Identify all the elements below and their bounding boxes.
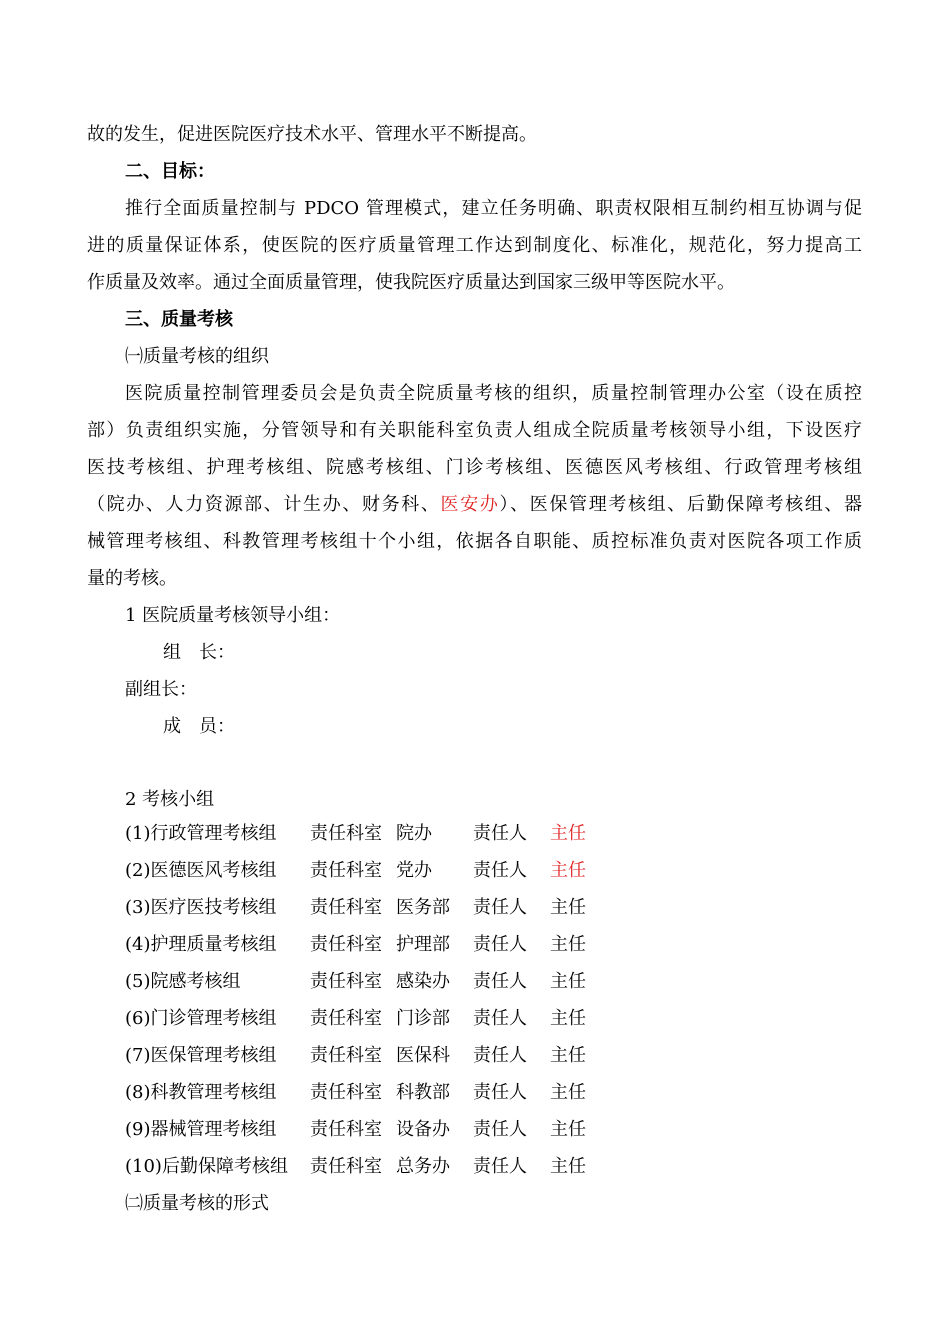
dept-value: 护理部 <box>396 934 450 955</box>
leader-label: 组 长： <box>163 642 235 663</box>
group-row <box>125 968 725 996</box>
org-text: ）、医保管理考核组、后勤保障考核组、器 <box>499 494 862 515</box>
deputy-label: 副组长： <box>125 679 197 700</box>
groups-title: 2 考核小组 <box>125 789 215 810</box>
person-label: 责任人 <box>473 823 527 844</box>
group-name: (8)科教管理考核组 <box>125 1082 277 1103</box>
dept-label: 责任科室 <box>310 971 382 992</box>
group-row <box>125 1153 725 1181</box>
role-value: 主任 <box>550 971 586 992</box>
paragraph-org-line: 部）负责组织实施，分管领导和有关职能科室负责人组成全院质量考核领导小组，下设医疗 <box>87 420 862 441</box>
person-label: 责任人 <box>473 1008 527 1029</box>
dept-value: 医保科 <box>396 1045 450 1066</box>
paragraph-org-line: 量的考核。 <box>87 568 177 589</box>
person-label: 责任人 <box>473 860 527 881</box>
group-row <box>125 1116 725 1144</box>
paragraph-goal-line: 进的质量保证体系，使医院的医疗质量管理工作达到制度化、标准化，规范化，努力提高工 <box>87 235 862 256</box>
person-label: 责任人 <box>473 897 527 918</box>
role-value: 主任 <box>550 860 586 881</box>
group-name: (9)器械管理考核组 <box>125 1119 277 1140</box>
group-row <box>125 894 725 922</box>
dept-label: 责任科室 <box>310 1045 382 1066</box>
group-name: (2)医德医风考核组 <box>125 860 277 881</box>
dept-value: 医务部 <box>396 897 450 918</box>
org-text: （院办、人力资源部、计生办、财务科、 <box>87 494 441 515</box>
dept-value: 党办 <box>396 860 432 881</box>
group-name: (4)护理质量考核组 <box>125 934 277 955</box>
role-value: 主任 <box>550 823 586 844</box>
role-value: 主任 <box>550 934 586 955</box>
dept-label: 责任科室 <box>310 934 382 955</box>
paragraph-org-line: 械管理考核组、科教管理考核组十个小组，依据各自职能、质控标准负责对医院各项工作质 <box>87 531 862 552</box>
group-name: (1)行政管理考核组 <box>125 823 277 844</box>
person-label: 责任人 <box>473 1156 527 1177</box>
dept-value: 总务办 <box>396 1156 450 1177</box>
role-value: 主任 <box>550 1156 586 1177</box>
paragraph-org-line: 医技考核组、护理考核组、院感考核组、门诊考核组、医德医风考核组、行政管理考核组 <box>87 457 862 478</box>
person-label: 责任人 <box>473 971 527 992</box>
paragraph-org-line <box>87 491 862 519</box>
person-label: 责任人 <box>473 1119 527 1140</box>
dept-label: 责任科室 <box>310 1156 382 1177</box>
person-label: 责任人 <box>473 934 527 955</box>
paragraph-intro-end: 故的发生，促进医院医疗技术水平、管理水平不断提高。 <box>87 124 537 145</box>
person-label: 责任人 <box>473 1082 527 1103</box>
leader-group-title: 1 医院质量考核领导小组： <box>125 605 341 626</box>
dept-label: 责任科室 <box>310 1008 382 1029</box>
role-value: 主任 <box>550 897 586 918</box>
paragraph-org-line: 医院质量控制管理委员会是负责全院质量考核的组织，质量控制管理办公室（设在质控 <box>125 383 862 404</box>
group-row <box>125 1042 725 1070</box>
paragraph-goal-line: 作质量及效率。通过全面质量管理，使我院医疗质量达到国家三级甲等医院水平。 <box>87 272 735 293</box>
members-label: 成 员： <box>163 716 235 737</box>
dept-label: 责任科室 <box>310 897 382 918</box>
dept-label: 责任科室 <box>310 1082 382 1103</box>
subheading-organization: ㈠质量考核的组织 <box>125 346 269 367</box>
dept-label: 责任科室 <box>310 860 382 881</box>
person-label: 责任人 <box>473 1045 527 1066</box>
dept-label: 责任科室 <box>310 1119 382 1140</box>
group-name: (10)后勤保障考核组 <box>125 1156 288 1177</box>
subheading-assessment-form: ㈡质量考核的形式 <box>125 1193 269 1214</box>
dept-value: 院办 <box>396 823 432 844</box>
group-row <box>125 820 725 848</box>
paragraph-goal-line: 推行全面质量控制与 PDCO 管理模式，建立任务明确、职责权限相互制约相互协调与促 <box>125 198 862 219</box>
role-value: 主任 <box>550 1082 586 1103</box>
role-value: 主任 <box>550 1119 586 1140</box>
group-row <box>125 1079 725 1107</box>
dept-value: 科教部 <box>396 1082 450 1103</box>
role-value: 主任 <box>550 1045 586 1066</box>
group-row <box>125 857 725 885</box>
group-row <box>125 931 725 959</box>
group-row <box>125 1005 725 1033</box>
dept-value: 感染办 <box>396 971 450 992</box>
dept-label: 责任科室 <box>310 823 382 844</box>
highlighted-dept: 医安办 <box>440 494 500 515</box>
heading-goal: 二、目标： <box>125 161 215 182</box>
heading-quality-assessment: 三、质量考核 <box>125 309 233 330</box>
group-name: (7)医保管理考核组 <box>125 1045 277 1066</box>
group-name: (3)医疗医技考核组 <box>125 897 277 918</box>
dept-value: 设备办 <box>396 1119 450 1140</box>
group-name: (6)门诊管理考核组 <box>125 1008 277 1029</box>
role-value: 主任 <box>550 1008 586 1029</box>
group-name: (5)院感考核组 <box>125 971 241 992</box>
dept-value: 门诊部 <box>396 1008 450 1029</box>
